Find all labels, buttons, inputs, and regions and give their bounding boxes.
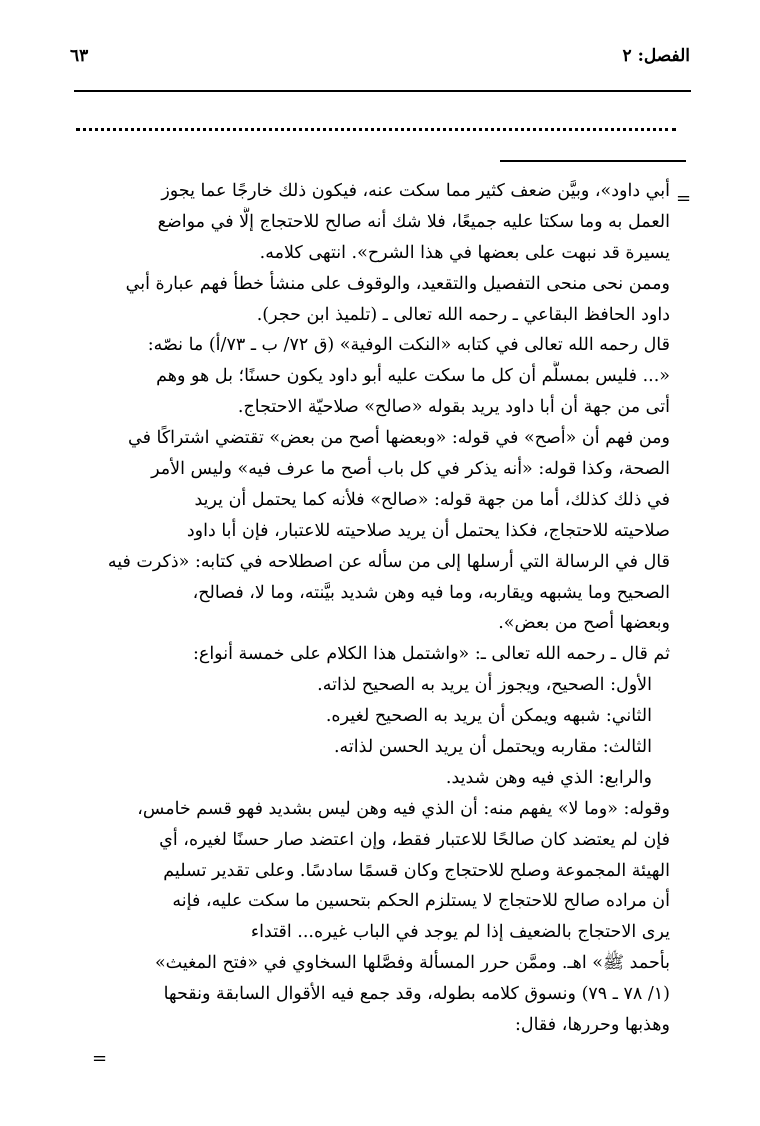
header-rule — [74, 90, 691, 92]
text-line: وقوله: «وما لا» يفهم منه: أن الذي فيه وهن ليس بشديد فهو قسم خامس، — [137, 798, 670, 819]
text-line: الصحيح وما يشبهه ويقاربه، وما فيه وهن شديد بيَّنته، وما لا، فصالح، — [192, 582, 670, 603]
text-line: قال رحمه الله تعالى في كتابه «النكت الوفية» (ق ٧٢/ ب ـ ٧٣/أ) ما نصّه: — [147, 335, 670, 356]
text-line: «... فليس بمسلَّم أن كل ما سكت عليه أبو داود يكون حسنًا؛ بل هو وهم — [156, 366, 670, 387]
text-line: (١/ ٧٨ ـ ٧٩) ونسوق كلامه بطوله، وقد جمع فيه الأقوال السابقة ونقحها — [163, 984, 670, 1005]
text-line: صلاحيته للاحتجاج، فكذا يحتمل أن يريد صلاحيته للاعتبار، فإن أبا داود — [186, 520, 670, 541]
chapter-title: الفصل: ٢ — [622, 46, 690, 66]
text-line: العمل به وما سكتا عليه جميعًا، فلا شك أنه صالح للاحتجاج إلَّا في مواضع — [157, 211, 670, 232]
text-line: وبعضها أصح من بعض». — [498, 613, 670, 634]
continuation-mark-top: = — [676, 188, 692, 209]
text-line: أتى من جهة أن أبا داود يريد بقوله «صالح» صلاحيّة الاحتجاج. — [237, 397, 670, 418]
text-line: قال في الرسالة التي أرسلها إلى من سأله عن اصطلاحه في كتابه: «ذكرت فيه — [107, 551, 670, 572]
page-number: ٦٣ — [70, 46, 89, 66]
text-line: أن مراده صالح للاحتجاج لا يستلزم الحكم بتحسين ما سكت عليه، فإنه — [172, 891, 670, 912]
footnote-body — [74, 176, 670, 1041]
text-line: ثم قال ـ رحمه الله تعالى ـ: «واشتمل هذا الكلام على خمسة أنواع: — [192, 644, 670, 665]
text-line: يسيرة قد نبهت على بعضها في هذا الشرح». انتهى كلامه. — [259, 242, 670, 263]
text-line: الصحة، وكذا قوله: «أنه يذكر في كل باب أصح ما عرف فيه» وليس الأمر — [151, 459, 670, 480]
text-line: في ذلك كذلك، أما من جهة قوله: «صالح» فلأنه كما يحتمل أن يريد — [194, 489, 670, 510]
text-line: يرى الاحتجاج بالضعيف إذا لم يوجد في الباب غيره... اقتداء — [250, 922, 670, 943]
text-line: فإن لم يعتضد كان صالحًا للاعتبار فقط، وإن اعتضد صار حسنًا لغيره، أي — [159, 829, 670, 850]
text-line: وهذبها وحررها، فقال: — [514, 1015, 670, 1036]
text-line: الثالث: مقاربه ويحتمل أن يريد الحسن لذاته. — [333, 737, 652, 758]
text-line: والرابع: الذي فيه وهن شديد. — [445, 767, 652, 788]
text-line: الثاني: شبهه ويمكن أن يريد به الصحيح لغيره. — [325, 706, 652, 727]
footnote-rule — [500, 160, 686, 162]
continuation-mark-bottom: = — [92, 1048, 108, 1069]
text-line: ومن فهم أن «أصح» في قوله: «وبعضها أصح من بعض» تقتضي اشتراكًا في — [127, 428, 670, 449]
text-line: الهيئة المجموعة وصلح للاحتجاج وكان قسمًا سادسًا. وعلى تقدير تسليم — [163, 860, 670, 881]
page-header — [70, 40, 690, 80]
text-line: أبي داود»، وبيَّن ضعف كثير مما سكت عنه، فيكون ذلك خارجًا عما يجوز — [161, 181, 670, 201]
text-line: وممن نحى منحى التفصيل والتقعيد، والوقوف على منشأ خطأ فهم عبارة أبي — [125, 273, 670, 294]
text-line: بأحمد ﷺ» اهـ. وممَّن حرر المسألة وفصَّلها السخاوي في «فتح المغيث» — [154, 953, 670, 974]
dotted-separator — [76, 128, 676, 131]
text-line: الأول: الصحيح، ويجوز أن يريد به الصحيح لذاته. — [317, 675, 652, 696]
text-line: داود الحافظ البقاعي ـ رحمه الله تعالى ـ (تلميذ ابن حجر). — [256, 304, 670, 325]
